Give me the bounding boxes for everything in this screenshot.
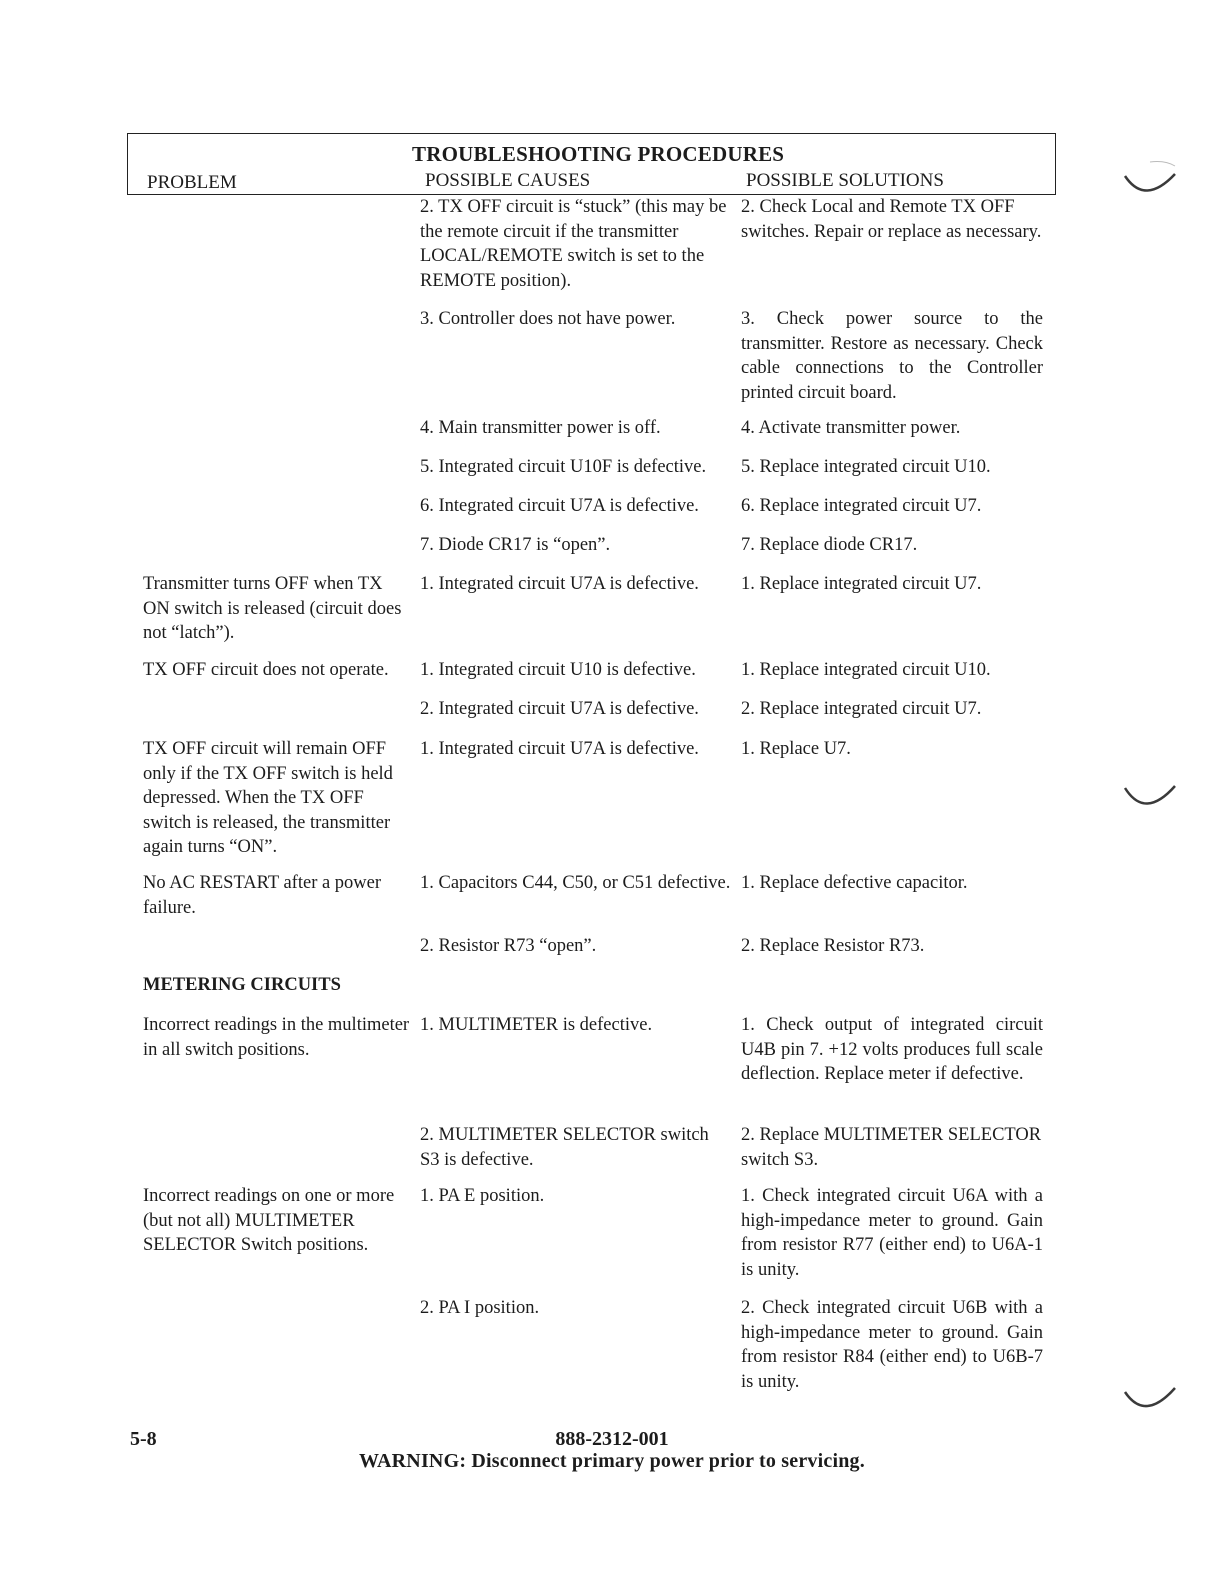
row-14-problem: Incorrect readings on one or more (but not all) MULTIMETER SELECTOR Switch positions. [143,1186,395,1255]
row-2-solution: 4. Activate transmitter power. [741,418,961,438]
section-heading-metering: METERING CIRCUITS [143,975,341,995]
row-13-cause: 2. MULTIMETER SELECTOR switch S3 is defective. [420,1125,709,1170]
row-10-solution: 1. Replace defective capacitor. [741,873,968,893]
row-7-cause: 1. Integrated circuit U10 is defective. [420,660,696,680]
punch-hole-mark-bottom [1120,1378,1180,1418]
row-15-solution: 2. Check integrated circuit U6B with a high-impedance meter to ground. Gain from resistor R84 (either end) to U6B-7 is unity. [741,1298,1043,1392]
footer-document-number: 888-2312-001 [555,1428,669,1450]
row-0-solution: 2. Check Local and Remote TX OFF switches. Repair or replace as necessary. [741,197,1042,242]
row-11-cause: 2. Resistor R73 “open”. [420,936,597,956]
row-7-solution: 1. Replace integrated circuit U10. [741,660,991,680]
row-1-solution: 3. Check power source to the transmitter. Restore as necessary. Check cable connections to the Controller printed circuit board. [741,309,1043,403]
row-9-cause: 1. Integrated circuit U7A is defective. [420,739,699,759]
row-7-problem: TX OFF circuit does not operate. [143,660,389,680]
row-2-cause: 4. Main transmitter power is off. [420,418,661,438]
column-header-solutions: POSSIBLE SOLUTIONS [746,170,944,191]
row-9-problem: TX OFF circuit will remain OFF only if the TX OFF switch is held depressed. When the TX OFF switch is released, the transmitter again turns “ON”. [143,739,393,857]
punch-hole-mark-middle [1120,778,1180,818]
punch-hole-mark-top [1120,160,1180,200]
row-13-solution: 2. Replace MULTIMETER SELECTOR switch S3. [741,1125,1042,1170]
column-header-causes: POSSIBLE CAUSES [425,170,591,191]
page-title: TROUBLESHOOTING PROCEDURES [412,142,785,166]
row-14-cause: 1. PA E position. [420,1186,545,1206]
row-14-solution: 1. Check integrated circuit U6A with a high-impedance meter to ground. Gain from resistor R77 (either end) to U6A-1 is unity. [741,1186,1043,1280]
row-11-solution: 2. Replace Resistor R73. [741,936,925,956]
row-6-problem: Transmitter turns OFF when TX ON switch is released (circuit does not “latch”). [143,574,402,643]
footer-warning: WARNING: Disconnect primary power prior to servicing. [359,1450,865,1472]
row-3-cause: 5. Integrated circuit U10F is defective. [420,457,707,477]
row-10-problem: No AC RESTART after a power failure. [143,873,382,918]
row-15-cause: 2. PA I position. [420,1298,540,1318]
footer-page-number: 5-8 [130,1428,157,1450]
row-6-cause: 1. Integrated circuit U7A is defective. [420,574,699,594]
row-10-cause: 1. Capacitors C44, C50, or C51 defective. [420,873,731,893]
row-3-solution: 5. Replace integrated circuit U10. [741,457,991,477]
row-4-cause: 6. Integrated circuit U7A is defective. [420,496,699,516]
row-9-solution: 1. Replace U7. [741,739,851,759]
row-0-cause: 2. TX OFF circuit is “stuck” (this may be the remote circuit if the transmitter LOCAL/REMOTE switch is set to the REMOTE position). [420,197,727,291]
column-header-problem: PROBLEM [147,172,237,193]
row-8-solution: 2. Replace integrated circuit U7. [741,699,982,719]
row-12-cause: 1. MULTIMETER is defective. [420,1015,653,1035]
row-12-solution: 1. Check output of integrated circuit U4B pin 7. +12 volts produces full scale deflection. Replace meter if defective. [741,1015,1043,1084]
row-5-cause: 7. Diode CR17 is “open”. [420,535,611,555]
row-5-solution: 7. Replace diode CR17. [741,535,918,555]
row-6-solution: 1. Replace integrated circuit U7. [741,574,982,594]
row-4-solution: 6. Replace integrated circuit U7. [741,496,982,516]
row-12-problem: Incorrect readings in the multimeter in all switch positions. [143,1015,410,1060]
row-8-cause: 2. Integrated circuit U7A is defective. [420,699,699,719]
row-1-cause: 3. Controller does not have power. [420,309,676,329]
